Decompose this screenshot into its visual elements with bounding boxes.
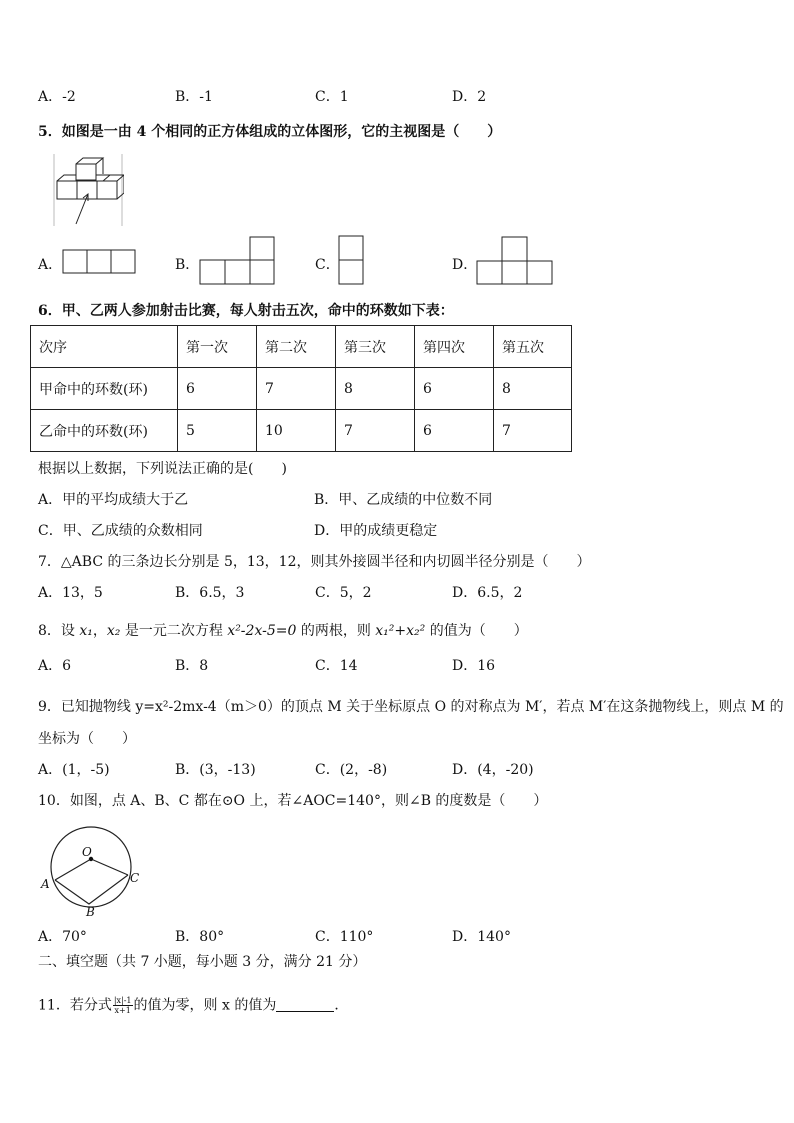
q10-option-b[interactable]: B．80° bbox=[175, 929, 225, 945]
table-cell: 7 bbox=[257, 368, 336, 410]
q9-option-c[interactable]: C．(2，-8) bbox=[315, 762, 388, 778]
table-cell: 第四次 bbox=[415, 326, 494, 368]
table-cell: 第五次 bbox=[494, 326, 572, 368]
q8-comma: ， bbox=[92, 623, 107, 639]
q4-options bbox=[38, 88, 758, 106]
q6-option-c[interactable]: C．甲、乙成绩的众数相同 bbox=[38, 523, 203, 539]
table-cell: 次序 bbox=[31, 326, 178, 368]
table-row bbox=[31, 368, 572, 410]
q8-x1: x₁ bbox=[79, 623, 93, 639]
q8-x2: x₂ bbox=[106, 623, 121, 639]
table-cell: 6 bbox=[178, 368, 257, 410]
q10-option-d[interactable]: D．140° bbox=[452, 929, 511, 945]
q5-option-a-figure[interactable] bbox=[62, 249, 138, 275]
q5-option-c-label[interactable]: C． bbox=[315, 257, 340, 273]
q9-stem-line1: 9．已知抛物线 y=x²-2mx-4（m＞0）的顶点 M 关于坐标原点 O 的对称点为 M′，若点 M′在这条抛物线上，则点 M 的 bbox=[38, 699, 784, 715]
label-b: B bbox=[86, 905, 95, 919]
q5-solid-figure bbox=[52, 152, 124, 228]
q6-question: 根据以上数据，下列说法正确的是( ) bbox=[38, 461, 287, 477]
q8-option-c[interactable]: C．14 bbox=[315, 658, 358, 674]
table-row bbox=[31, 410, 572, 452]
q7-option-a[interactable]: A．13，5 bbox=[38, 585, 103, 601]
q8-mid: 是一元二次方程 bbox=[120, 623, 228, 639]
q6-option-d[interactable]: D．甲的成绩更稳定 bbox=[314, 523, 438, 539]
section-2-title: 二、填空题（共 7 小题，每小题 3 分，满分 21 分） bbox=[38, 954, 367, 970]
q11-answer-blank[interactable] bbox=[276, 997, 334, 1012]
q11-fraction bbox=[113, 996, 133, 1015]
q9-option-a[interactable]: A．(1，-5) bbox=[38, 762, 110, 778]
q7-option-b[interactable]: B．6.5，3 bbox=[175, 585, 245, 601]
q5-stem: 5．如图是一由 4 个相同的正方体组成的立体图形，它的主视图是（ ） bbox=[38, 124, 502, 140]
q8-prefix: 8．设 bbox=[38, 623, 80, 639]
q8-expression: x₁²+x₂² bbox=[375, 623, 426, 639]
q9-option-d[interactable]: D．(4，-20) bbox=[452, 762, 534, 778]
table-cell: 第一次 bbox=[178, 326, 257, 368]
q7-option-d[interactable]: D．6.5，2 bbox=[452, 585, 523, 601]
q8-mid2: 的两根，则 bbox=[296, 623, 376, 639]
q8-option-a[interactable]: A．6 bbox=[38, 658, 72, 674]
q8-suffix: 的值为（ ） bbox=[425, 623, 528, 639]
q4-option-b[interactable]: B．-1 bbox=[175, 89, 213, 105]
q5-option-d-label[interactable]: D． bbox=[452, 257, 478, 273]
q5-option-b-label[interactable]: B． bbox=[175, 257, 200, 273]
q6-options-row1 bbox=[38, 491, 758, 509]
q10-option-c[interactable]: C．110° bbox=[315, 929, 374, 945]
q11-end: ． bbox=[334, 997, 349, 1014]
q8-option-b[interactable]: B．8 bbox=[175, 658, 209, 674]
q8-stem bbox=[38, 622, 528, 640]
label-c: C bbox=[130, 871, 140, 885]
q11-fraction-numerator: |x|-1 bbox=[113, 996, 132, 1005]
q10-stem: 10．如图，点 A、B、C 都在⊙O 上，若∠AOC=140°，则∠B 的度数是（ ） bbox=[38, 793, 548, 809]
q10-circle-figure bbox=[36, 822, 146, 920]
table-cell: 5 bbox=[178, 410, 257, 452]
q5-option-d-figure[interactable] bbox=[476, 236, 556, 286]
q6-option-b[interactable]: B．甲、乙成绩的中位数不同 bbox=[314, 492, 493, 508]
q4-option-a[interactable]: A．-2 bbox=[38, 89, 76, 105]
table-cell: 10 bbox=[257, 410, 336, 452]
q11-stem bbox=[38, 996, 348, 1015]
table-cell: 8 bbox=[494, 368, 572, 410]
table-cell: 8 bbox=[336, 368, 415, 410]
table-cell: 6 bbox=[415, 368, 494, 410]
q5-option-b-figure[interactable] bbox=[199, 236, 277, 286]
table-cell: 7 bbox=[494, 410, 572, 452]
q9-options bbox=[38, 761, 758, 779]
q7-stem: 7．△ABC 的三条边长分别是 5，13，12，则其外接圆半径和内切圆半径分别是（ ） bbox=[38, 554, 591, 570]
q6-stem: 6．甲、乙两人参加射击比赛，每人射击五次，命中的环数如下表： bbox=[38, 303, 454, 319]
q8-options bbox=[38, 657, 758, 675]
table-cell: 7 bbox=[336, 410, 415, 452]
q7-options bbox=[38, 584, 758, 602]
table-cell: 6 bbox=[415, 410, 494, 452]
table-cell: 第二次 bbox=[257, 326, 336, 368]
q5-option-c-figure[interactable] bbox=[338, 235, 366, 287]
q4-option-c[interactable]: C．1 bbox=[315, 89, 349, 105]
q9-option-b[interactable]: B．(3，-13) bbox=[175, 762, 256, 778]
q8-equation: x²-2x-5=0 bbox=[227, 623, 297, 639]
q10-options bbox=[38, 928, 758, 946]
q6-options-row2 bbox=[38, 522, 758, 540]
q6-score-table bbox=[30, 325, 572, 452]
q11-fraction-denominator: x+1 bbox=[114, 1006, 131, 1015]
table-cell: 甲命中的环数(环) bbox=[31, 368, 178, 410]
q11-suffix: 的值为零，则 x 的值为 bbox=[133, 997, 277, 1014]
table-cell: 第三次 bbox=[336, 326, 415, 368]
label-a: A bbox=[41, 877, 50, 891]
q7-option-c[interactable]: C．5，2 bbox=[315, 585, 372, 601]
q8-option-d[interactable]: D．16 bbox=[452, 658, 496, 674]
table-cell: 乙命中的环数(环) bbox=[31, 410, 178, 452]
label-o: O bbox=[82, 845, 92, 859]
q5-option-a-label[interactable]: A． bbox=[38, 257, 63, 273]
q11-prefix: 11．若分式 bbox=[38, 997, 112, 1014]
q9-stem-line2: 坐标为（ ） bbox=[38, 731, 136, 747]
table-header-row bbox=[31, 326, 572, 368]
q6-option-a[interactable]: A．甲的平均成绩大于乙 bbox=[38, 492, 189, 508]
q10-option-a[interactable]: A．70° bbox=[38, 929, 87, 945]
q4-option-d[interactable]: D．2 bbox=[452, 89, 487, 105]
